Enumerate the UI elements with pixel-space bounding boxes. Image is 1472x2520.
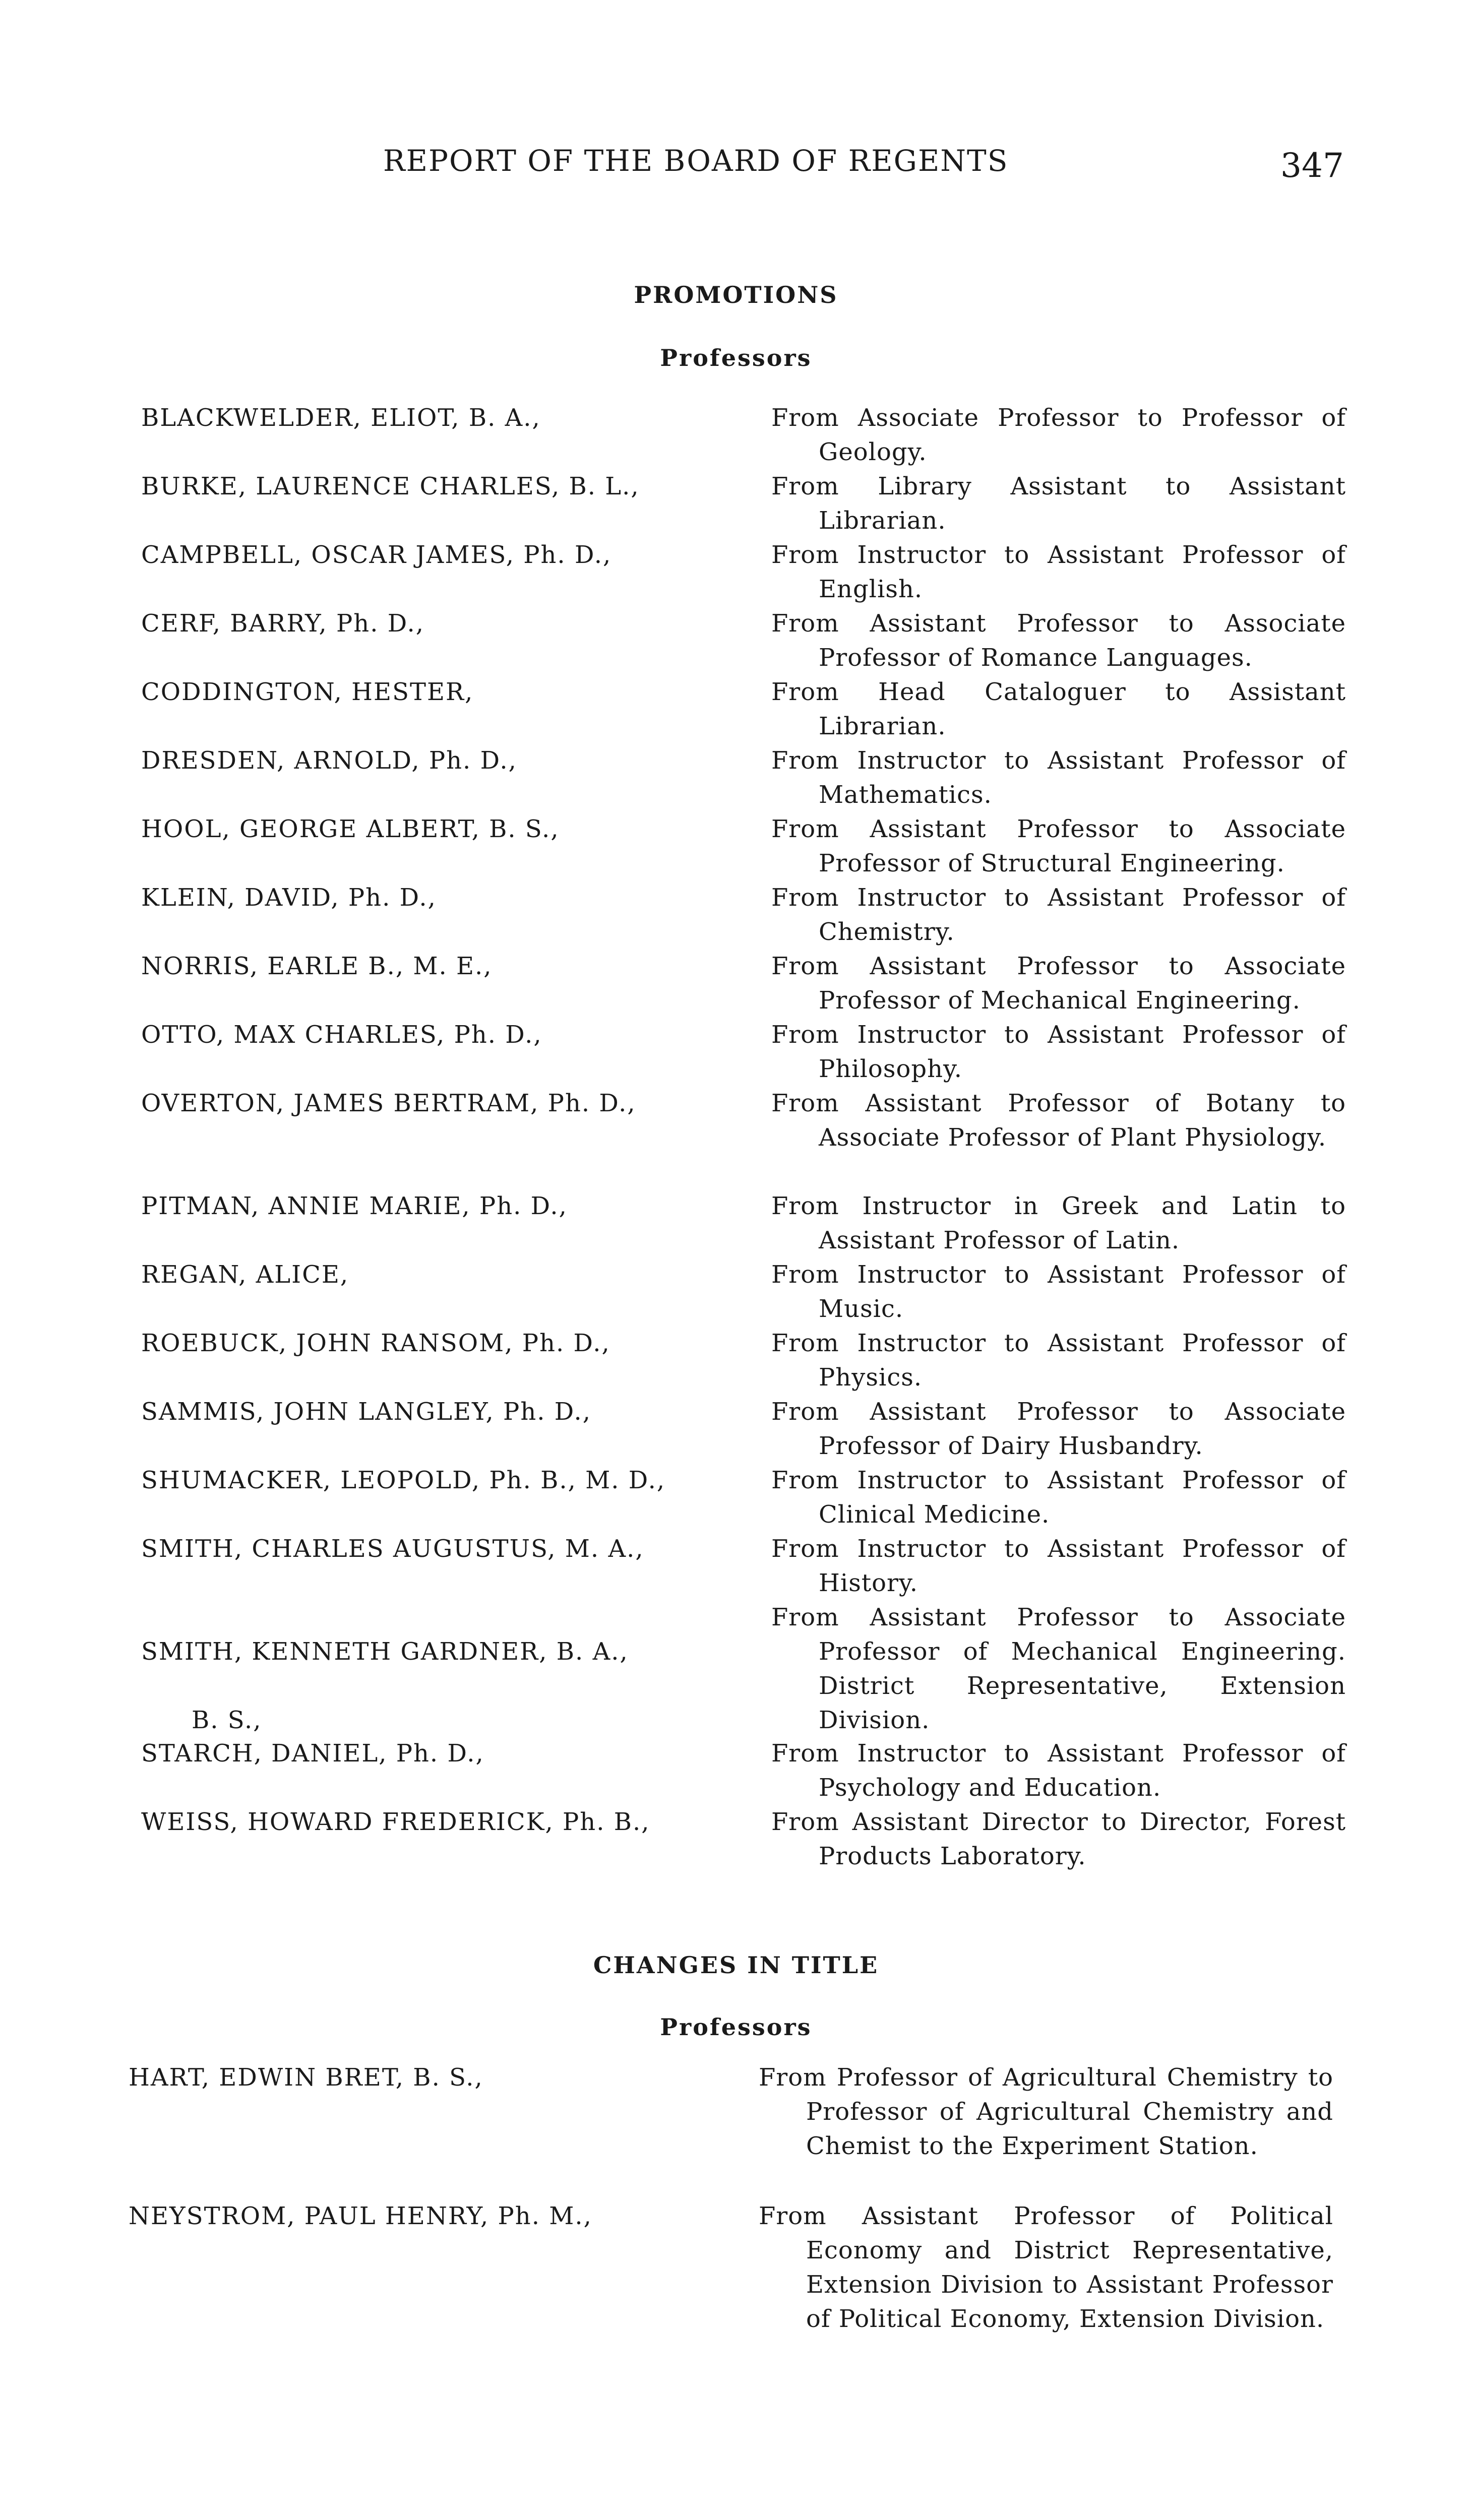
list-item [0,1805,1472,1873]
title-change: From Library Assistant to Assistant Librarian. [771,472,1346,535]
list-item [0,880,1472,949]
list-item [0,2060,1472,2199]
person-name-line-2: B. S., [192,1706,262,1734]
person-name: DRESDEN, ARNOLD, Ph. D., [141,746,517,775]
promotions-list [0,401,1472,1873]
list-item [0,1189,1472,1257]
title-change: From Instructor to Assistant Professor of Mathematics. [771,746,1346,809]
title-change: From Assistant Professor to Associate Professor of Mechanical Engineering. [771,952,1346,1015]
person-name: REGAN, ALICE, [141,1261,349,1289]
running-title: REPORT OF THE BOARD OF REGENTS [383,144,1009,178]
list-item [0,1326,1472,1395]
person-name: CAMPBELL, OSCAR JAMES, Ph. D., [141,541,612,569]
title-change: From Instructor to Assistant Professor of English. [771,541,1346,603]
page-number: 347 [1280,146,1344,185]
title-change: From Instructor to Assistant Professor of Physics. [771,1329,1346,1392]
title-change: From Assistant Professor to Associate Professor of Structural Engineering. [771,815,1346,877]
person-name: CODDINGTON, HESTER, [141,678,474,706]
person-name: BURKE, LAURENCE CHARLES, B. L., [141,472,640,500]
list-item [0,675,1472,743]
person-name: HART, EDWIN BRET, B. S., [129,2063,483,2092]
list-item [0,1086,1472,1189]
person-name: NEYSTROM, PAUL HENRY, Ph. M., [129,2202,592,2230]
list-item [0,1018,1472,1086]
list-item [0,2199,1472,2335]
title-change: From Assistant Professor to Associate Professor of Romance Languages. [771,609,1346,672]
title-change: From Instructor to Assistant Professor of Psychology and Education. [771,1739,1346,1802]
section-heading-promotions: PROMOTIONS [634,281,838,308]
list-item [0,606,1472,675]
title-change: From Head Cataloguer to Assistant Librarian. [771,678,1346,740]
title-change: From Assistant Professor to Associate Professor of Mechanical Engineering. District Representative, Extension Division. [771,1603,1346,1734]
list-item [0,949,1472,1018]
person-name: CERF, BARRY, Ph. D., [141,609,425,638]
person-name: SHUMACKER, LEOPOLD, Ph. B., M. D., [141,1466,666,1494]
title-change: From Instructor to Assistant Professor of Clinical Medicine. [771,1466,1346,1529]
person-name: KLEIN, DAVID, Ph. D., [141,884,437,912]
list-item [0,1736,1472,1805]
list-item [0,538,1472,606]
list-item [0,743,1472,812]
person-name: ROEBUCK, JOHN RANSOM, Ph. D., [141,1329,610,1357]
list-item [0,812,1472,880]
section-heading-changes-in-title: CHANGES IN TITLE [593,1951,879,1979]
person-name-line-1: SMITH, KENNETH GARDNER, B. A., [141,1637,629,1666]
person-name: SMITH, CHARLES AUGUSTUS, M. A., [141,1535,644,1563]
changes-in-title-list [0,2060,1472,2335]
person-name: SAMMIS, JOHN LANGLEY, Ph. D., [141,1398,592,1426]
title-change: From Assistant Director to Director, Forest Products Laboratory. [771,1808,1346,1870]
subheading-professors: Professors [660,344,812,371]
person-name: STARCH, DANIEL, Ph. D., [141,1739,484,1768]
list-item [0,401,1472,469]
list-item [0,469,1472,538]
person-name: NORRIS, EARLE B., M. E., [141,952,493,980]
list-item [0,1395,1472,1463]
title-change: From Associate Professor to Professor of Geology. [771,404,1346,466]
person-name: WEISS, HOWARD FREDERICK, Ph. B., [141,1808,650,1836]
title-change: From Instructor to Assistant Professor of Philosophy. [771,1021,1346,1083]
subheading-professors: Professors [660,2013,812,2041]
person-name: PITMAN, ANNIE MARIE, Ph. D., [141,1192,568,1220]
title-change: From Assistant Professor of Political Economy and District Representative, Extension Division to Assistant Professor of Political Economy, Extension Division. [759,2202,1333,2333]
list-item [0,1600,1472,1736]
title-change: From Instructor to Assistant Professor of Chemistry. [771,884,1346,946]
list-item [0,1463,1472,1532]
title-change: From Instructor to Assistant Professor of Music. [771,1261,1346,1323]
list-item [0,1532,1472,1600]
title-change: From Instructor in Greek and Latin to Assistant Professor of Latin. [771,1192,1346,1254]
person-name: BLACKWELDER, ELIOT, B. A., [141,404,541,432]
person-name: HOOL, GEORGE ALBERT, B. S., [141,815,560,843]
list-item [0,1257,1472,1326]
person-name: OVERTON, JAMES BERTRAM, Ph. D., [141,1089,636,1117]
title-change: From Instructor to Assistant Professor of History. [771,1535,1346,1597]
title-change: From Assistant Professor of Botany to Associate Professor of Plant Physiology. [771,1089,1346,1152]
title-change: From Professor of Agricultural Chemistry to Professor of Agricultural Chemistry and Chemist to the Experiment Station. [759,2063,1333,2160]
person-name: OTTO, MAX CHARLES, Ph. D., [141,1021,542,1049]
title-change: From Assistant Professor to Associate Professor of Dairy Husbandry. [771,1398,1346,1460]
